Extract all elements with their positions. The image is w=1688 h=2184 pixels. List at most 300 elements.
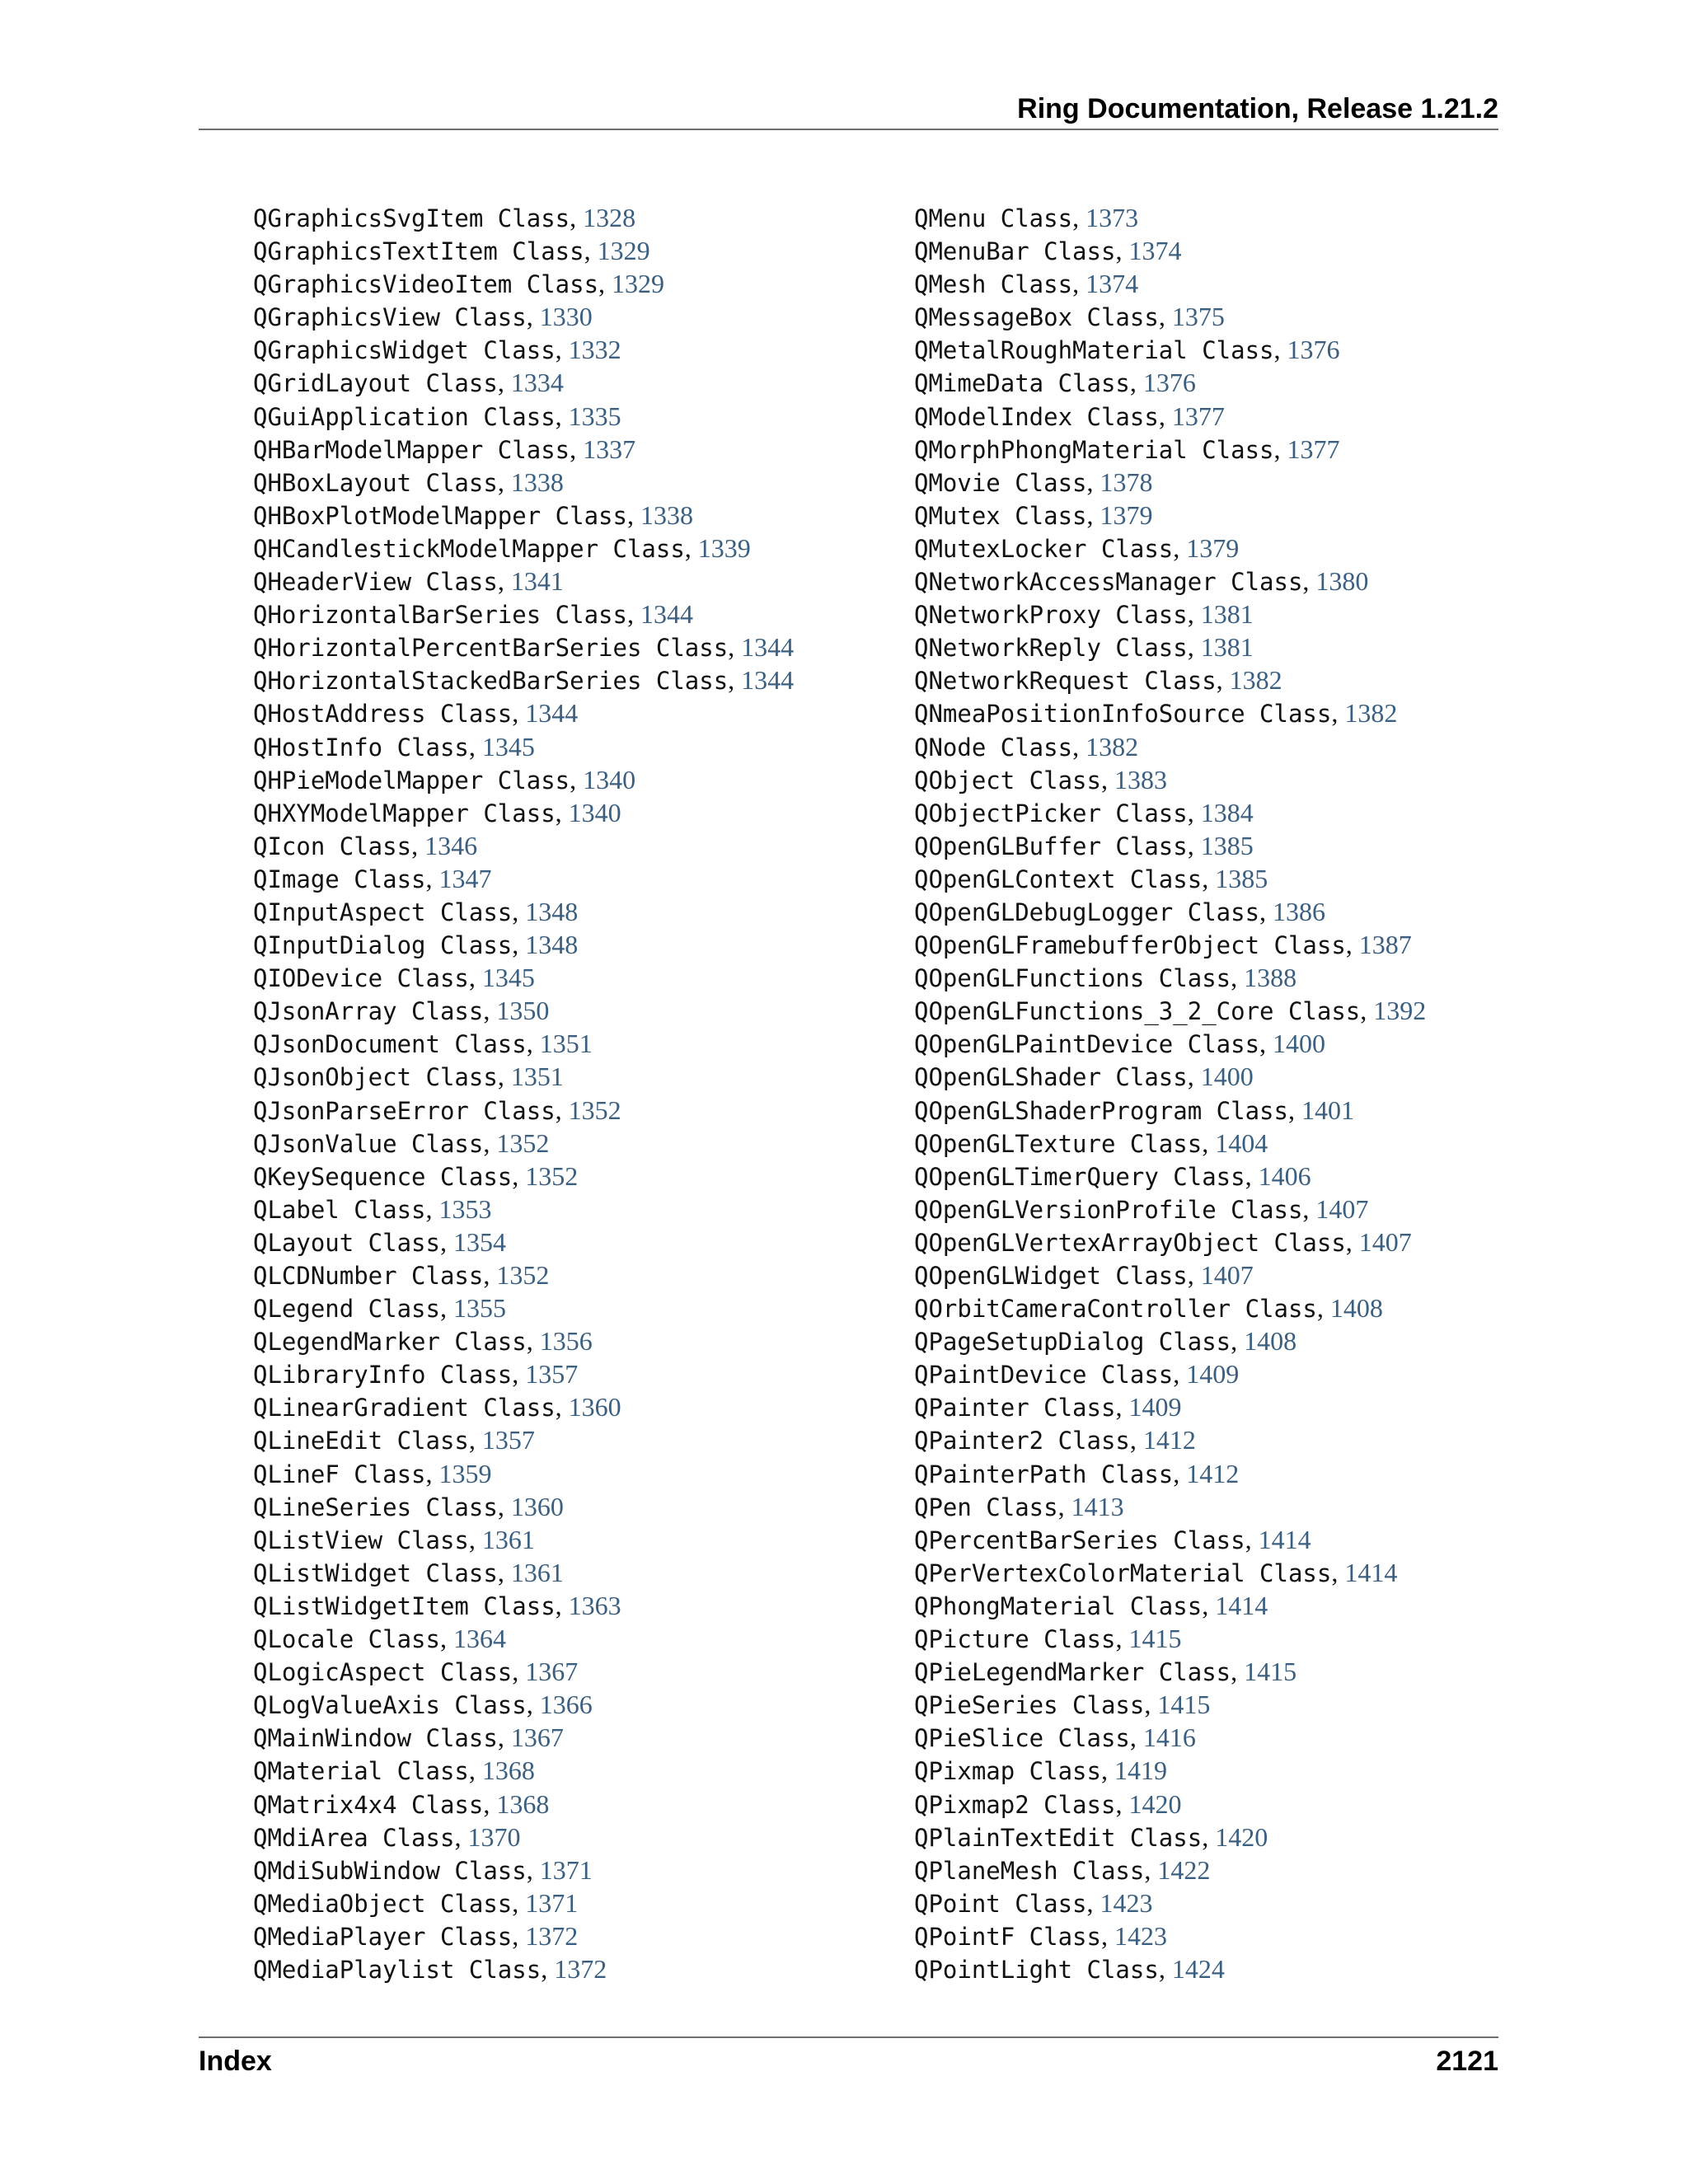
index-separator: , <box>468 1755 482 1786</box>
index-separator: , <box>512 896 526 926</box>
index-separator: , <box>497 1722 511 1753</box>
index-term: QOpenGLFunctions Class <box>914 964 1231 993</box>
index-term: QMdiArea Class <box>253 1823 455 1852</box>
index-separator: , <box>1202 1821 1216 1852</box>
index-page-link[interactable]: 1415 <box>1157 1690 1211 1720</box>
index-page-link[interactable]: 1348 <box>525 896 579 926</box>
index-term: QGraphicsView Class <box>253 303 527 332</box>
index-term: QMimeData Class <box>914 369 1130 398</box>
index-entry <box>914 928 1426 961</box>
index-separator: , <box>555 1392 569 1422</box>
index-term: QOpenGLShader Class <box>914 1063 1188 1092</box>
index-page-link[interactable]: 1407 <box>1200 1260 1254 1290</box>
index-separator: , <box>1187 1260 1201 1290</box>
index-term: QKeySequence Class <box>253 1162 513 1191</box>
index-page-link[interactable]: 1409 <box>1186 1359 1240 1390</box>
index-separator: , <box>555 1590 569 1620</box>
index-entry <box>914 1127 1426 1160</box>
index-page-link[interactable]: 1368 <box>496 1788 550 1819</box>
index-entry <box>253 466 794 499</box>
index-page-link[interactable]: 1387 <box>1358 930 1412 960</box>
index-page-link[interactable]: 1366 <box>539 1690 593 1720</box>
index-page-link[interactable]: 1377 <box>1287 434 1340 464</box>
index-entry <box>914 598 1426 630</box>
index-page-link[interactable]: 1376 <box>1142 368 1196 398</box>
index-entry <box>253 1589 794 1622</box>
index-separator: , <box>1345 930 1359 960</box>
index-term: QMessageBox Class <box>914 303 1159 332</box>
index-term: QListWidget Class <box>253 1558 498 1587</box>
footer-page-number: 2121 <box>1436 2046 1498 2077</box>
index-term: QMediaPlayer Class <box>253 1922 513 1951</box>
index-separator: , <box>570 434 584 464</box>
index-separator: , <box>584 236 598 266</box>
index-entry <box>914 1457 1426 1490</box>
page-header <box>199 92 1498 130</box>
index-entry <box>253 796 794 829</box>
index-term: QObject Class <box>914 766 1101 794</box>
index-page-link[interactable]: 1383 <box>1114 764 1167 794</box>
index-page-link[interactable]: 1414 <box>1344 1557 1398 1587</box>
index-entry <box>914 433 1426 466</box>
index-page-link[interactable]: 1382 <box>1344 698 1398 729</box>
index-term: QOpenGLWidget Class <box>914 1262 1188 1290</box>
index-page-link[interactable]: 1374 <box>1085 269 1139 299</box>
index-page-link[interactable]: 1424 <box>1171 1953 1225 1984</box>
index-term: QMutex Class <box>914 501 1087 530</box>
index-page-link[interactable]: 1330 <box>539 302 593 332</box>
index-page-link[interactable]: 1371 <box>539 1854 593 1885</box>
index-page-link[interactable]: 1367 <box>525 1657 579 1687</box>
index-term: QLayout Class <box>253 1228 440 1257</box>
index-term: QOpenGLVertexArrayObject Class <box>914 1228 1346 1257</box>
index-entry <box>914 862 1426 895</box>
index-page-link[interactable]: 1401 <box>1301 1094 1354 1125</box>
index-page-link[interactable]: 1408 <box>1244 1326 1297 1357</box>
index-term: QHBarModelMapper Class <box>253 435 570 464</box>
index-page-link[interactable]: 1345 <box>481 963 535 993</box>
index-page-link[interactable]: 1381 <box>1200 632 1254 663</box>
index-term: QHeaderView Class <box>253 568 498 597</box>
index-separator: , <box>1273 335 1287 365</box>
index-entry <box>253 1127 794 1160</box>
index-entry <box>253 1094 794 1127</box>
index-term: QPainter2 Class <box>914 1427 1130 1455</box>
index-page-link[interactable]: 1407 <box>1315 1193 1369 1224</box>
index-separator: , <box>1216 665 1230 696</box>
index-entry <box>914 234 1426 267</box>
index-term: QMainWindow Class <box>253 1724 498 1753</box>
index-separator: , <box>1302 566 1316 597</box>
index-separator: , <box>541 1953 555 1984</box>
index-term: QPixmap Class <box>914 1757 1101 1786</box>
index-entry <box>253 333 794 366</box>
index-separator: , <box>512 1920 526 1951</box>
index-page-link[interactable]: 1337 <box>583 434 636 464</box>
index-term: QOpenGLTimerQuery Class <box>914 1162 1245 1191</box>
index-page-link[interactable]: 1348 <box>525 930 579 960</box>
index-term: QLibraryInfo Class <box>253 1361 513 1390</box>
index-entry <box>914 1390 1426 1423</box>
index-page-link[interactable]: 1361 <box>481 1524 535 1554</box>
index-entry <box>253 1788 794 1821</box>
index-page-link[interactable]: 1381 <box>1200 599 1254 630</box>
index-page-link[interactable]: 1385 <box>1200 830 1254 860</box>
index-page-link[interactable]: 1379 <box>1186 532 1240 563</box>
index-page-link[interactable]: 1334 <box>510 368 564 398</box>
index-entry <box>253 234 794 267</box>
index-term: QJsonDocument Class <box>253 1030 527 1059</box>
index-page-link[interactable]: 1400 <box>1273 1029 1326 1059</box>
index-separator: , <box>1331 1557 1345 1587</box>
index-term: QOpenGLPaintDevice Class <box>914 1030 1260 1059</box>
index-term: QLogicAspect Class <box>253 1658 513 1687</box>
index-term: QJsonObject Class <box>253 1063 498 1092</box>
index-page-link[interactable]: 1407 <box>1358 1226 1412 1257</box>
index-page-link[interactable]: 1414 <box>1258 1524 1311 1554</box>
index-page-link[interactable]: 1332 <box>568 335 621 365</box>
index-separator: , <box>468 731 482 762</box>
index-page-link[interactable]: 1335 <box>568 401 621 431</box>
index-separator: , <box>468 963 482 993</box>
index-entry <box>253 1324 794 1357</box>
index-entry <box>253 1721 794 1754</box>
index-page-link[interactable]: 1420 <box>1215 1821 1268 1852</box>
index-separator: , <box>1187 830 1201 860</box>
index-separator: , <box>425 1458 439 1488</box>
index-separator: , <box>728 665 742 696</box>
index-term: QHostAddress Class <box>253 700 513 729</box>
index-page-link[interactable]: 1370 <box>467 1821 521 1852</box>
index-separator: , <box>1158 1953 1172 1984</box>
index-entry <box>914 1919 1426 1952</box>
index-term: QModelIndex Class <box>914 402 1159 431</box>
index-separator: , <box>1115 1392 1129 1422</box>
index-separator: , <box>1129 368 1143 398</box>
index-separator: , <box>1287 1094 1301 1125</box>
index-term: QJsonParseError Class <box>253 1096 556 1125</box>
index-separator: , <box>1072 203 1086 232</box>
index-separator: , <box>411 830 425 860</box>
index-term: QLineEdit Class <box>253 1427 469 1455</box>
index-page-link[interactable]: 1382 <box>1085 731 1139 762</box>
index-separator: , <box>1086 1887 1100 1918</box>
index-page-link[interactable]: 1412 <box>1186 1458 1240 1488</box>
index-page-link[interactable]: 1408 <box>1329 1293 1383 1324</box>
index-term: QPointF Class <box>914 1922 1101 1951</box>
index-separator: , <box>626 599 640 630</box>
index-term: QMatrix4x4 Class <box>253 1790 484 1819</box>
index-term: QMovie Class <box>914 468 1087 497</box>
index-separator: , <box>526 1326 540 1357</box>
index-term: QMutexLocker Class <box>914 534 1174 563</box>
index-separator: , <box>483 1127 497 1158</box>
index-page-link[interactable]: 1422 <box>1157 1854 1211 1885</box>
index-entry <box>253 895 794 928</box>
index-separator: , <box>1129 1425 1143 1455</box>
index-entry <box>253 1258 794 1291</box>
index-page-link[interactable]: 1413 <box>1071 1491 1124 1521</box>
index-term: QGridLayout Class <box>253 369 498 398</box>
index-entry <box>253 961 794 994</box>
index-entry <box>253 1490 794 1523</box>
index-term: QLocale Class <box>253 1625 440 1654</box>
index-page-link[interactable]: 1346 <box>424 830 478 860</box>
index-page-link[interactable]: 1351 <box>539 1029 593 1059</box>
index-separator: , <box>1302 1193 1316 1224</box>
index-entry <box>914 1060 1426 1093</box>
index-page-link[interactable]: 1357 <box>525 1359 579 1390</box>
index-page-link[interactable]: 1339 <box>697 532 751 563</box>
index-page-link[interactable]: 1364 <box>452 1624 506 1654</box>
index-page-link[interactable]: 1360 <box>510 1491 564 1521</box>
index-entry <box>253 1193 794 1226</box>
index-page-link[interactable]: 1380 <box>1315 566 1369 597</box>
index-separator: , <box>1115 1624 1129 1654</box>
index-entry <box>914 1688 1426 1721</box>
index-page-link[interactable]: 1341 <box>510 566 564 597</box>
index-page-link[interactable]: 1367 <box>510 1722 564 1753</box>
index-page-link[interactable]: 1382 <box>1229 665 1282 696</box>
index-page-link[interactable]: 1420 <box>1128 1788 1182 1819</box>
index-page-link[interactable]: 1351 <box>510 1062 564 1092</box>
index-term: QPicture Class <box>914 1625 1116 1654</box>
index-term: QHBoxLayout Class <box>253 468 498 497</box>
index-separator: , <box>1316 1293 1330 1324</box>
index-page-link[interactable]: 1345 <box>481 731 535 762</box>
index-page-link[interactable]: 1352 <box>568 1094 621 1125</box>
index-page-link[interactable]: 1354 <box>452 1226 506 1257</box>
index-page-link[interactable]: 1372 <box>554 1953 607 1984</box>
index-term: QInputDialog Class <box>253 931 513 960</box>
index-term: QLegend Class <box>253 1295 440 1324</box>
index-page-link[interactable]: 1360 <box>568 1392 621 1422</box>
index-separator: , <box>1144 1854 1158 1885</box>
index-page-link[interactable]: 1344 <box>741 632 795 663</box>
index-page-link[interactable]: 1423 <box>1100 1887 1153 1918</box>
index-separator: , <box>1173 1458 1187 1488</box>
index-separator: , <box>512 1657 526 1687</box>
index-entry <box>253 994 794 1027</box>
index-entry <box>253 366 794 399</box>
index-entry <box>914 1291 1426 1324</box>
index-term: QIODevice Class <box>253 964 469 993</box>
index-separator: , <box>1273 434 1287 464</box>
index-page-link[interactable]: 1355 <box>452 1293 506 1324</box>
index-separator: , <box>468 1524 482 1554</box>
index-page-link[interactable]: 1406 <box>1258 1160 1311 1191</box>
index-page-link[interactable]: 1329 <box>597 236 650 266</box>
index-separator: , <box>512 1160 526 1191</box>
index-term: QJsonArray Class <box>253 997 484 1026</box>
index-term: QPainter Class <box>914 1394 1116 1422</box>
index-separator: , <box>1057 1491 1071 1521</box>
index-page-link[interactable]: 1340 <box>583 764 636 794</box>
index-term: QHPieModelMapper Class <box>253 766 570 794</box>
index-entry <box>914 366 1426 399</box>
index-separator: , <box>1100 1920 1114 1951</box>
index-entry <box>253 433 794 466</box>
index-term: QLinearGradient Class <box>253 1394 556 1422</box>
index-term: QMdiSubWindow Class <box>253 1856 527 1885</box>
index-page-link[interactable]: 1347 <box>438 863 492 893</box>
footer-section-label: Index <box>199 2046 272 2077</box>
index-page-link[interactable]: 1350 <box>496 996 550 1026</box>
index-entry <box>914 1258 1426 1291</box>
index-term: QOpenGLFramebufferObject Class <box>914 931 1346 960</box>
index-term: QPaintDevice Class <box>914 1361 1174 1390</box>
index-separator: , <box>1231 1326 1245 1357</box>
index-entry <box>253 1390 794 1423</box>
index-page-link[interactable]: 1328 <box>583 203 636 232</box>
index-entry <box>914 1655 1426 1688</box>
index-separator: , <box>1173 532 1187 563</box>
index-page-link[interactable]: 1357 <box>481 1425 535 1455</box>
index-page-link[interactable]: 1340 <box>568 797 621 827</box>
index-term: QLogValueAxis Class <box>253 1691 527 1720</box>
index-page-link[interactable]: 1423 <box>1114 1920 1167 1951</box>
index-entry <box>253 565 794 598</box>
index-separator: , <box>497 1557 511 1587</box>
index-term: QPercentBarSeries Class <box>914 1526 1245 1554</box>
index-separator: , <box>468 1425 482 1455</box>
index-page-link[interactable]: 1344 <box>525 698 579 729</box>
index-term: QNmeaPositionInfoSource Class <box>914 700 1332 729</box>
index-page-link[interactable]: 1378 <box>1100 466 1153 497</box>
index-separator: , <box>526 1690 540 1720</box>
index-separator: , <box>1086 499 1100 530</box>
index-entry <box>914 1556 1426 1589</box>
index-page-link[interactable]: 1371 <box>525 1887 579 1918</box>
index-page-link[interactable]: 1352 <box>496 1127 550 1158</box>
index-separator: , <box>526 1029 540 1059</box>
index-separator: , <box>1259 896 1273 926</box>
index-page-link[interactable]: 1373 <box>1085 203 1139 232</box>
index-page-link[interactable]: 1376 <box>1287 335 1340 365</box>
index-entry <box>253 928 794 961</box>
index-page-link[interactable]: 1363 <box>568 1590 621 1620</box>
index-separator: , <box>626 499 640 530</box>
index-separator: , <box>497 1491 511 1521</box>
index-separator: , <box>1072 731 1086 762</box>
index-separator: , <box>1129 1722 1143 1753</box>
index-separator: , <box>1187 797 1201 827</box>
index-entry <box>914 499 1426 532</box>
index-entry <box>253 1821 794 1854</box>
index-column-right <box>914 201 1426 1985</box>
index-page-link[interactable]: 1409 <box>1128 1392 1182 1422</box>
index-term: QPainterPath Class <box>914 1460 1174 1488</box>
index-page-link[interactable]: 1338 <box>510 466 564 497</box>
index-entry <box>914 1952 1426 1985</box>
index-entry <box>253 598 794 630</box>
index-entry <box>914 796 1426 829</box>
index-page-link[interactable]: 1384 <box>1200 797 1254 827</box>
index-page-link[interactable]: 1368 <box>481 1755 535 1786</box>
index-page-link[interactable]: 1412 <box>1142 1425 1196 1455</box>
index-page-link[interactable]: 1379 <box>1100 499 1153 530</box>
index-page-link[interactable]: 1329 <box>612 269 665 299</box>
index-page-link[interactable]: 1414 <box>1215 1590 1268 1620</box>
index-entry <box>914 829 1426 862</box>
index-separator: , <box>1100 764 1114 794</box>
index-entry <box>914 1721 1426 1754</box>
index-page-link[interactable]: 1386 <box>1273 896 1326 926</box>
index-entry <box>914 1027 1426 1060</box>
index-separator: , <box>1100 1755 1114 1786</box>
index-entry <box>914 1523 1426 1556</box>
index-entry <box>914 663 1426 696</box>
index-term: QNetworkReply Class <box>914 634 1188 663</box>
index-entry <box>253 862 794 895</box>
index-entry <box>253 499 794 532</box>
index-separator: , <box>1158 401 1172 431</box>
index-page-link[interactable]: 1344 <box>741 665 795 696</box>
index-entry <box>914 1886 1426 1919</box>
index-page-link[interactable]: 1352 <box>496 1260 550 1290</box>
index-separator: , <box>1144 1690 1158 1720</box>
index-term: QNetworkRequest Class <box>914 667 1217 696</box>
index-column-left <box>253 201 794 1985</box>
index-entry <box>253 1655 794 1688</box>
index-entry <box>253 1457 794 1490</box>
index-entry <box>914 961 1426 994</box>
index-separator: , <box>454 1821 468 1852</box>
index-page-link[interactable]: 1359 <box>438 1458 492 1488</box>
index-entry <box>914 1193 1426 1226</box>
index-page-link[interactable]: 1356 <box>539 1326 593 1357</box>
index-term: QGraphicsWidget Class <box>253 336 556 365</box>
index-page-link[interactable]: 1338 <box>640 499 693 530</box>
index-page-link[interactable]: 1388 <box>1244 963 1297 993</box>
index-entry <box>253 201 794 234</box>
index-entry <box>253 1060 794 1093</box>
index-page-link[interactable]: 1361 <box>510 1557 564 1587</box>
index-page-link[interactable]: 1344 <box>640 599 693 630</box>
index-page-link[interactable]: 1415 <box>1244 1657 1297 1687</box>
index-separator: , <box>555 401 569 431</box>
index-term: QMediaPlaylist Class <box>253 1955 542 1984</box>
index-term: QOpenGLBuffer Class <box>914 832 1188 860</box>
index-page-link[interactable]: 1415 <box>1128 1624 1182 1654</box>
index-term: QHXYModelMapper Class <box>253 799 556 827</box>
index-page-link[interactable]: 1372 <box>525 1920 579 1951</box>
index-entry <box>253 1854 794 1886</box>
index-term: QListWidgetItem Class <box>253 1591 556 1620</box>
index-separator: , <box>1331 698 1345 729</box>
index-term: QPieLegendMarker Class <box>914 1658 1231 1687</box>
index-entry <box>914 565 1426 598</box>
index-page-link[interactable]: 1374 <box>1128 236 1182 266</box>
index-term: QNetworkAccessManager Class <box>914 568 1303 597</box>
index-page-link[interactable]: 1419 <box>1114 1755 1167 1786</box>
index-separator: , <box>526 1854 540 1885</box>
index-page-link[interactable]: 1375 <box>1171 302 1225 332</box>
index-page-link[interactable]: 1404 <box>1215 1127 1268 1158</box>
index-page-link[interactable]: 1353 <box>438 1193 492 1224</box>
index-separator: , <box>512 698 526 729</box>
index-page-link[interactable]: 1416 <box>1142 1722 1196 1753</box>
index-page-link[interactable]: 1377 <box>1171 401 1225 431</box>
index-term: QObjectPicker Class <box>914 799 1188 827</box>
index-term: QMenuBar Class <box>914 237 1116 266</box>
index-page-link[interactable]: 1385 <box>1215 863 1268 893</box>
index-page-link[interactable]: 1392 <box>1373 996 1427 1026</box>
index-page-link[interactable]: 1400 <box>1200 1062 1254 1092</box>
index-entry <box>253 829 794 862</box>
index-page-link[interactable]: 1352 <box>525 1160 579 1191</box>
index-entry <box>253 1423 794 1456</box>
